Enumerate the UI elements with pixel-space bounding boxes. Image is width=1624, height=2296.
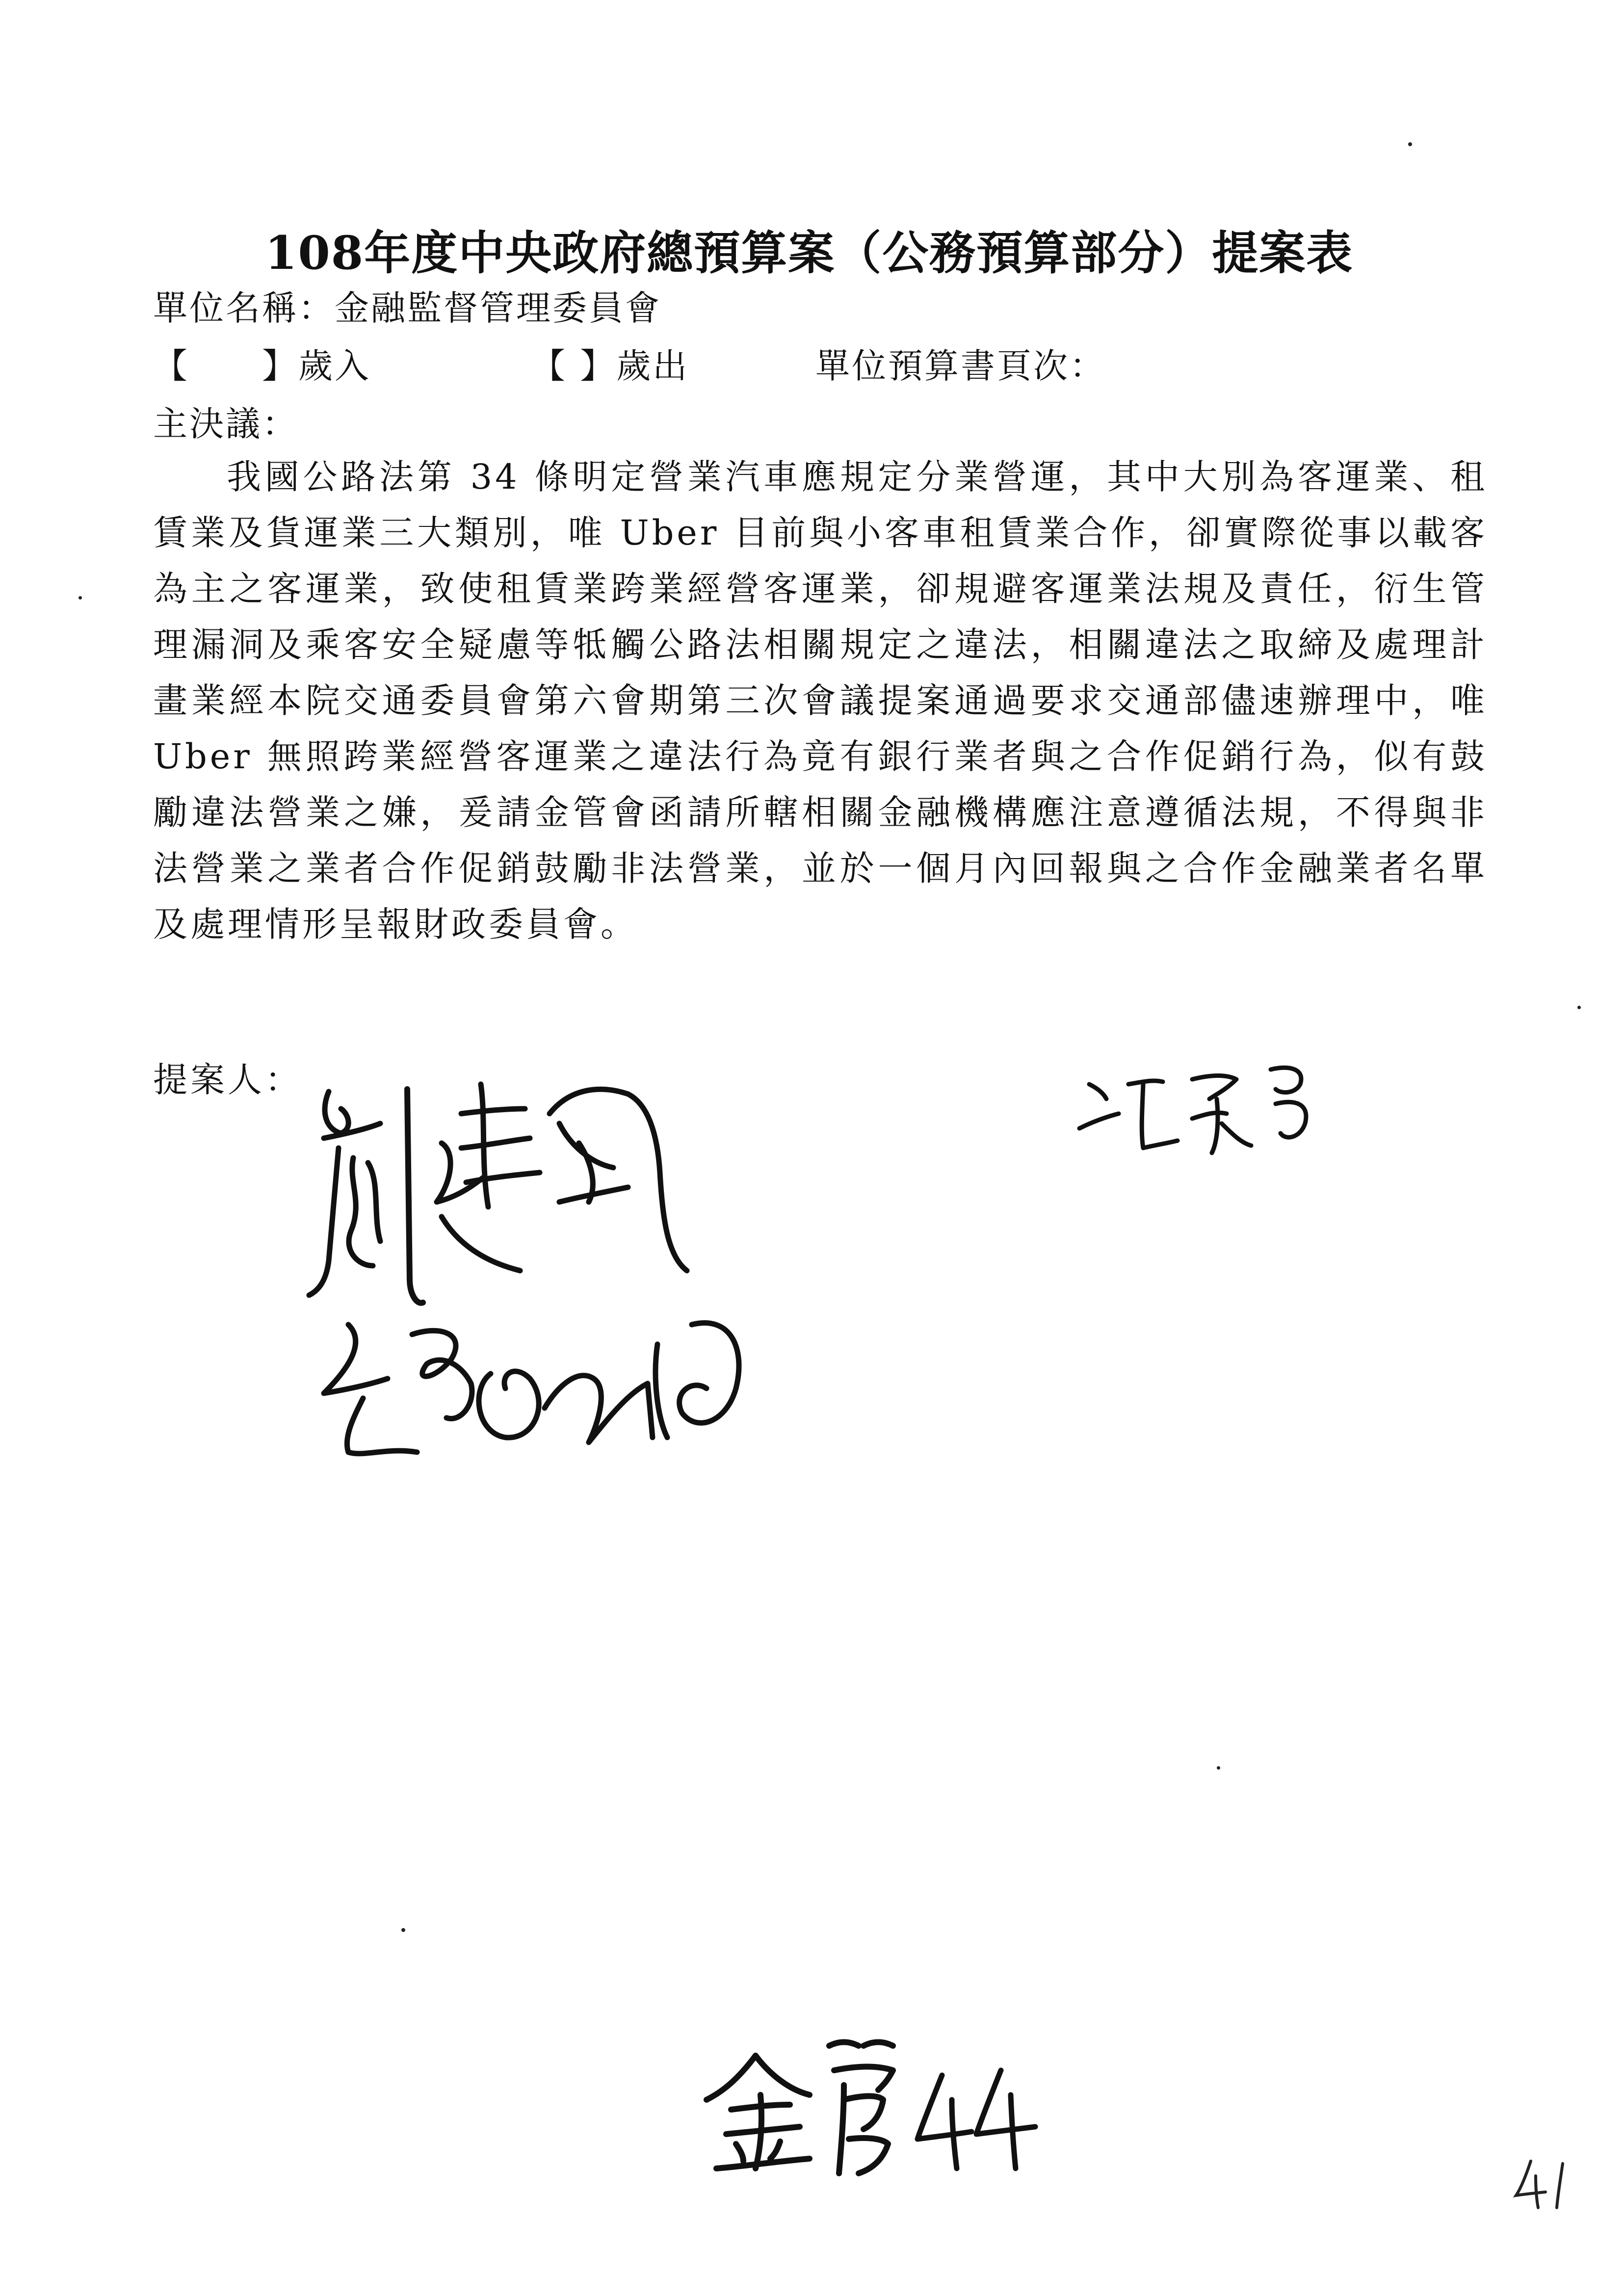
proposer-label: 提案人： — [153, 1060, 302, 1100]
page-title: 108年度中央政府總預算案（公務預算部分）提案表 — [265, 226, 1354, 280]
income-option: 【 】歲入 — [153, 346, 371, 386]
page-ref-label: 單位預算書頁次： — [815, 346, 1106, 386]
signature-1 — [294, 1055, 760, 1310]
registration-mark — [697, 2026, 1040, 2183]
unit-name-line: 單位名稱：金融監督管理委員會 — [153, 288, 661, 328]
expense-option: 【 】歲出 — [531, 346, 689, 386]
scan-speck — [401, 1928, 405, 1932]
budget-type-line — [153, 339, 1478, 388]
page-number — [1511, 2154, 1585, 2213]
scan-speck — [1217, 1766, 1220, 1770]
signature-2 — [314, 1305, 756, 1472]
scan-speck — [1408, 142, 1412, 146]
scan-speck — [1577, 1006, 1581, 1009]
scan-speck — [79, 596, 82, 600]
signature-3 — [1070, 1055, 1325, 1168]
resolution-label: 主決議： — [153, 404, 298, 444]
resolution-text: 我國公路法第 34 條明定營業汽車應規定分業營運，其中大別為客運業、租賃業及貨運業三大類別，唯 Uber 目前與小客車租賃業合作，卻實際從事以載客為主之客運業，致使租賃業跨業經營客運業，卻規避客運業法規及責任，衍生管理漏洞及乘客安全疑慮等牴觸公路法相關規定之違法，相關違法之取締及處理計畫業經本院交通委員會第六會期第三次會議提案通過要求交通部儘速辦理中，唯 Uber 無照跨業經營客運業之違法行為竟有銀行業者與之合作促銷行為，似有鼓勵違法營業之嫌，爰請金管會函請所轄相關金融機構應注意遵循法規，不得與非法營業之業者合作促銷鼓勵非法營業，並於一個月內回報與之合作金融業者名單及處理情形呈報財政委員會。 — [153, 457, 1488, 944]
